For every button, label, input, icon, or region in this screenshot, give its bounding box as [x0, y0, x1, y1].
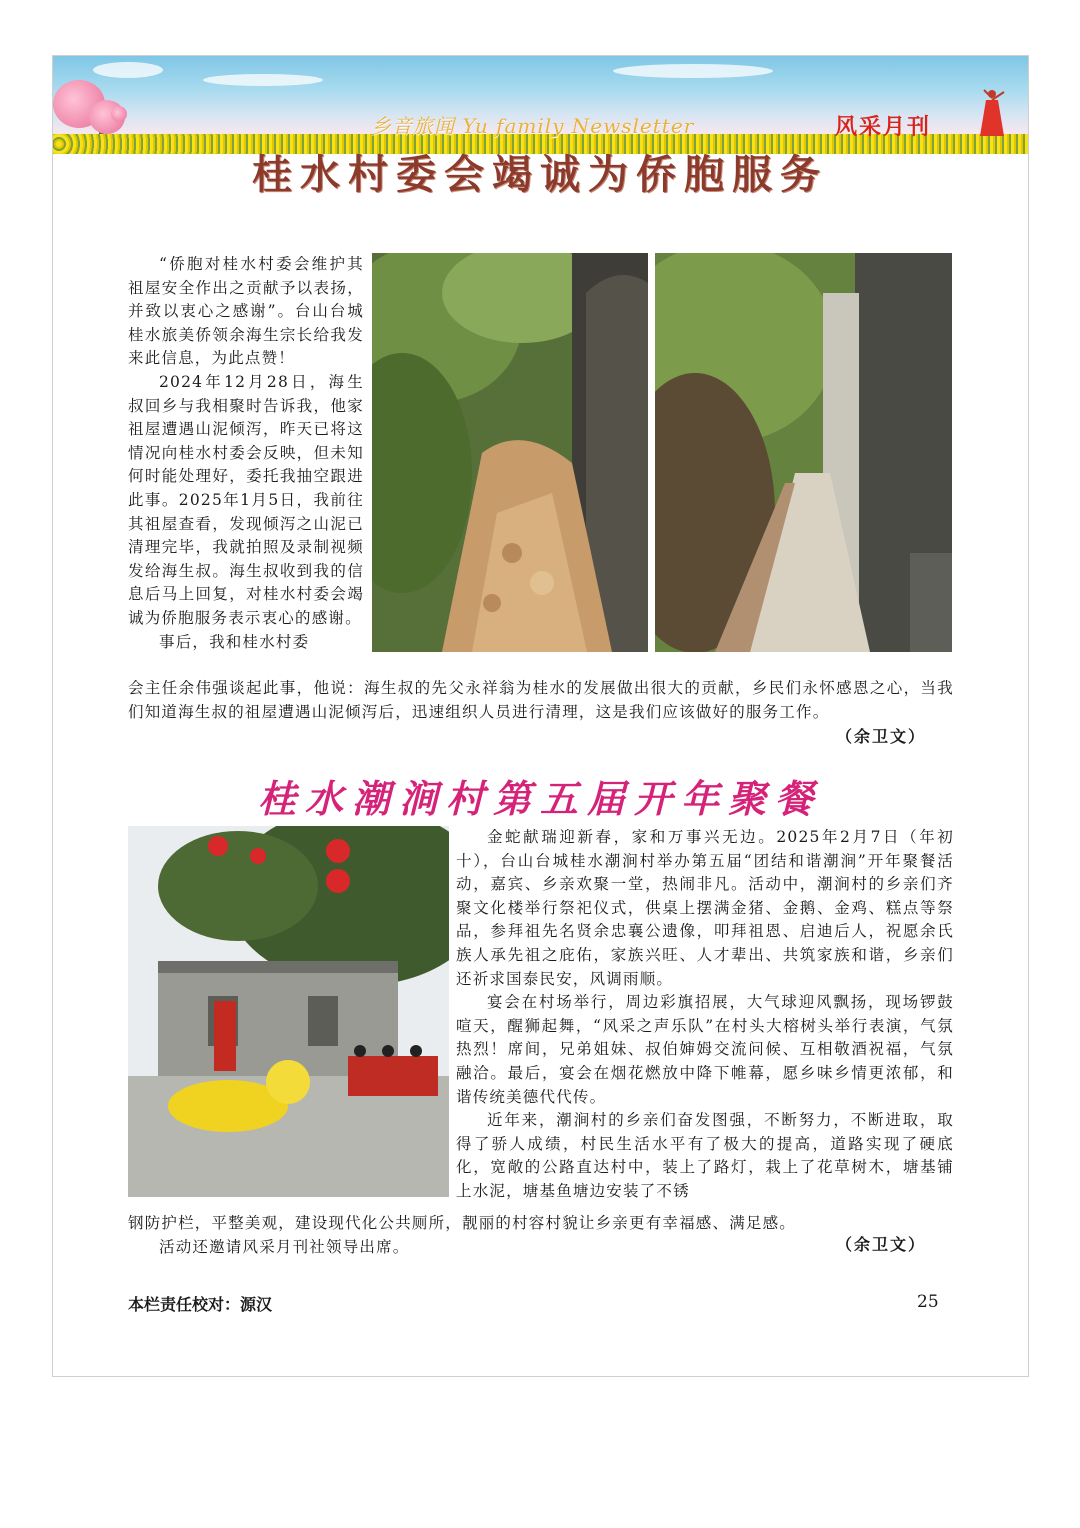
magazine-brand: 风采月刊	[835, 115, 932, 140]
article1-title: 桂水村委会竭诚为侨胞服务	[252, 152, 828, 198]
article1-paragraph: 事后，我和桂水村委	[159, 632, 310, 651]
lion-dance-photo	[128, 826, 449, 1197]
proofreader-credit: 本栏责任校对：源汉	[128, 1295, 273, 1314]
article2-title: 桂水潮涧村第五届开年聚餐	[257, 777, 822, 821]
article2-continuation: 钢防护栏，平整美观，建设现代化公共厕所，靓丽的村容村貌让乡亲更有幸福感、满足感。	[128, 1214, 797, 1232]
article2-paragraph: 宴会在村场举行，周边彩旗招展，大气球迎风飘扬，现场锣鼓喧天，醒狮起舞，“风采之声乐队”在村头大榕树头举行表演，气氛热烈！席间，兄弟姐妹、叔伯婶姆交流问候、互相敬酒祝福，气氛融洽。最后，宴会在烟花燃放中降下帷幕，愿乡味乡情更浓郁，和谐传统美德代代传。	[456, 993, 954, 1106]
article2-text	[456, 826, 954, 1204]
page-number: 25	[917, 1292, 939, 1312]
dancer-icon	[974, 86, 1008, 144]
article1-paragraph: “侨胞对桂水村委会维护其祖屋安全作出之贡献予以表扬，并致以衷心之感谢”。台山台城桂水旅美侨领余海生宗长给我发来此信息，为此点赞！	[128, 255, 364, 368]
article1-continuation: 会主任余伟强谈起此事，他说：海生叔的先父永祥翁为桂水的发展做出很大的贡献，乡民们永怀感恩之心，当我们知道海生叔的祖屋遭遇山泥倾泻后，迅速组织人员进行清理，这是我们应该做好的服务工作。	[128, 679, 954, 721]
article2-paragraph: 金蛇献瑞迎新春，家和万事兴无边。2025年2月7日（年初十），台山台城桂水潮涧村举办第五届“团结和谐潮涧”开年聚餐活动，嘉宾、乡亲欢聚一堂，热闹非凡。活动中，潮涧村的乡亲们齐聚文化楼举行祭祀仪式，供桌上摆满金猪、金鹅、金鸡、糕点等祭品，参拜祖先名贤余忠襄公遗像，叩拜祖恩、启迪后人，祝愿余氏族人承先祖之庇佑，家族兴旺、人才辈出、共筑家族和谐，乡亲们还祈求国泰民安，风调雨顺。	[456, 828, 954, 988]
article1-byline: （余卫文）	[836, 727, 927, 746]
article2-paragraph: 近年来，潮涧村的乡亲们奋发图强，不断努力，不断进取，取得了骄人成绩，村民生活水平有了极大的提高，道路实现了硬底化，宽敞的公路直达村中，装上了路灯，栽上了花草树木，塘基铺上水泥，塘基鱼塘边安装了不锈	[456, 1111, 954, 1200]
article2-closing: 活动还邀请风采月刊社领导出席。	[159, 1238, 410, 1256]
article2-byline: （余卫文）	[836, 1235, 927, 1254]
article1-paragraph: 2024年12月28日，海生叔回乡与我相聚时告诉我，他家祖屋遭遇山泥倾泻，昨天已将这情况向桂水村委会反映，但未知何时能处理好，委托我抽空跟进此事。2025年1月5日，我前往其祖屋查看，发现倾泻之山泥已清理完毕，我就拍照及录制视频发给海生叔。海生叔收到我的信息后马上回复，对桂水村委会竭诚为侨胞服务表示衷心的感谢。	[128, 372, 364, 627]
cleared-alley-photo	[655, 253, 952, 652]
newsletter-title: 乡音旅闻 Yu family Newsletter	[371, 114, 695, 138]
article1-text	[128, 253, 364, 654]
landslide-photo	[372, 253, 648, 652]
